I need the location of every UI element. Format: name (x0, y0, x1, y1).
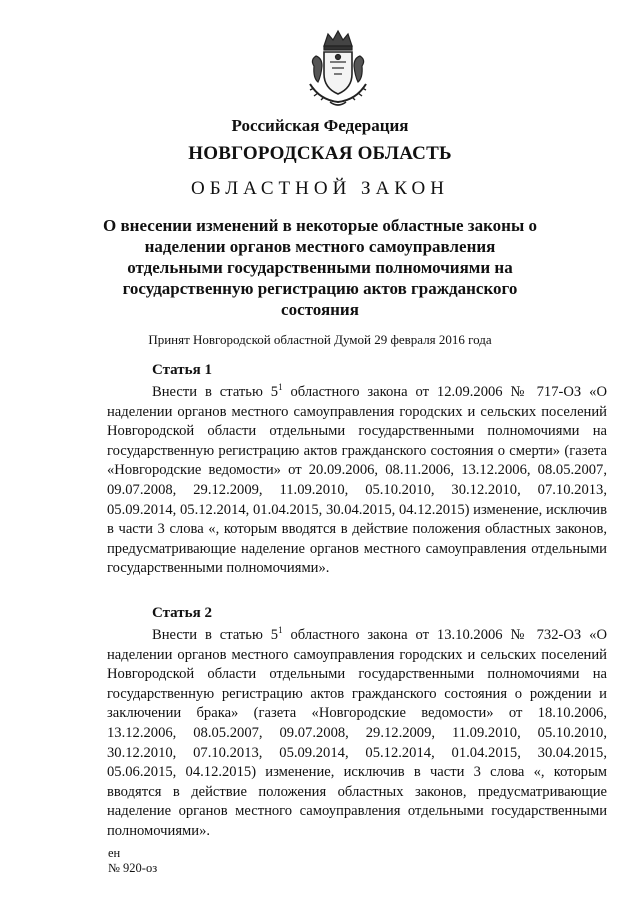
article-2-text: областного закона от 13.10.2006 № 732-ОЗ «О наделении органов местного самоуправления городских и сельских поселений Новгородской области отдельными государственными полномочиями на государственную регистрацию актов гражданского состояния о рождении и заключении брака» (газета «Новгородские ведомости» от 18.10.2006, 13.12.2006, 08.05.2007, 09.07.2008, 29.12.2009, 11.09.2010, 05.10.2010, 30.12.2010, 07.10.2013, 05.09.2014, 05.12.2014, 01.04.2015, 30.04.2015, 05.06.2015, 04.12.2015) изменение, исключив в части 3 слова «, которым вводятся в действие положения областных законов, предусматривающие наделение органов местного самоуправления отдельными государственными полномочиями». (107, 627, 607, 839)
law-title: О внесении изменений в некоторые областные законы о наделении органов местного самоуправления отдельными государственными полномочиями на государственную регистрацию актов гражданского состояния (103, 216, 537, 319)
footer-number: № 920-оз (108, 861, 158, 875)
region-heading: НОВГОРОДСКАЯ ОБЛАСТЬ (188, 143, 452, 164)
article-1-body (107, 383, 607, 579)
article-1-text: областного закона от 12.09.2006 № 717-ОЗ «О наделении органов местного самоуправления городских и сельских поселений Новгородской области отдельными государственными полномочиями на государственную регистрацию актов гражданского состояния о смерти» (газета «Новгородские ведомости» от 20.09.2006, 08.11.2006, 13.12.2006, 08.05.2007, 09.07.2008, 29.12.2009, 11.09.2010, 05.10.2010, 30.12.2010, 07.10.2013, 05.09.2014, 05.12.2014, 01.04.2015, 30.04.2015, 04.12.2015) изменение, исключив в части 3 слова «, которым вводятся в действие положения областных законов, предусматривающие наделение органов местного самоуправления отдельными государственными полномочиями». (107, 384, 607, 577)
article-2-body (107, 626, 607, 842)
footer-initials: ен (108, 846, 121, 860)
article-2-heading: Статья 2 (152, 605, 212, 621)
footer-note (108, 846, 157, 876)
adoption-note: Принят Новгородской областной Думой 29 февраля 2016 года (148, 332, 492, 347)
coat-of-arms-icon (296, 26, 380, 110)
article-1-lead: Внести в статью 5 (152, 384, 279, 400)
article-2-superscript: 1 (278, 625, 283, 636)
country-heading: Российская Федерация (231, 116, 409, 135)
article-1-superscript: 1 (278, 382, 283, 393)
article-2-lead: Внести в статью 5 (152, 627, 279, 643)
article-1-heading: Статья 1 (152, 362, 212, 378)
document-type-heading: ОБЛАСТНОЙ ЗАКОН (191, 178, 449, 199)
